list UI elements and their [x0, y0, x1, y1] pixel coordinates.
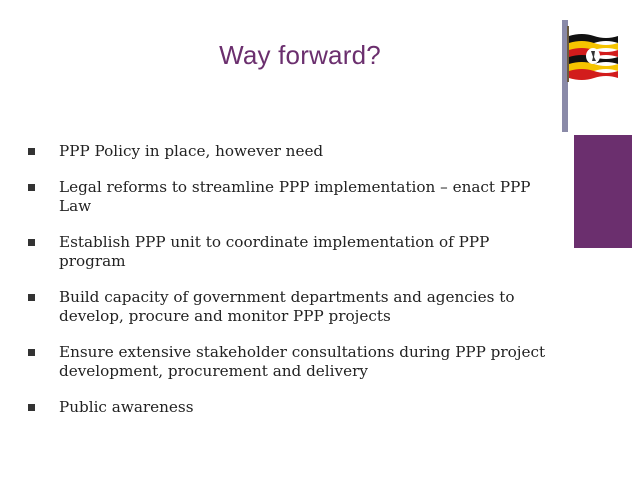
bullet-item [28, 233, 548, 271]
decorative-purple-block [574, 135, 632, 248]
uganda-flag-icon [566, 24, 618, 84]
bullet-list [28, 142, 548, 434]
bullet-item [28, 142, 548, 161]
bullet-square-icon [28, 404, 35, 411]
bullet-item [28, 288, 548, 326]
bullet-text: Ensure extensive stakeholder consultations during PPP project development, procurement and delivery [59, 343, 546, 380]
bullet-square-icon [28, 184, 35, 191]
slide-title: Way forward? [219, 40, 381, 70]
bullet-text: Establish PPP unit to coordinate implementation of PPP program [59, 233, 490, 270]
bullet-text: Build capacity of government departments and agencies to develop, procure and monitor PPP projects [59, 288, 515, 325]
bullet-square-icon [28, 349, 35, 356]
bullet-item [28, 343, 548, 381]
bullet-item [28, 398, 548, 417]
bullet-square-icon [28, 239, 35, 246]
bullet-text: Legal reforms to streamline PPP implementation – enact PPP Law [59, 178, 531, 215]
bullet-square-icon [28, 148, 35, 155]
bullet-item [28, 178, 548, 216]
bullet-text: Public awareness [59, 398, 194, 416]
bullet-square-icon [28, 294, 35, 301]
bullet-text: PPP Policy in place, however need [59, 142, 324, 160]
